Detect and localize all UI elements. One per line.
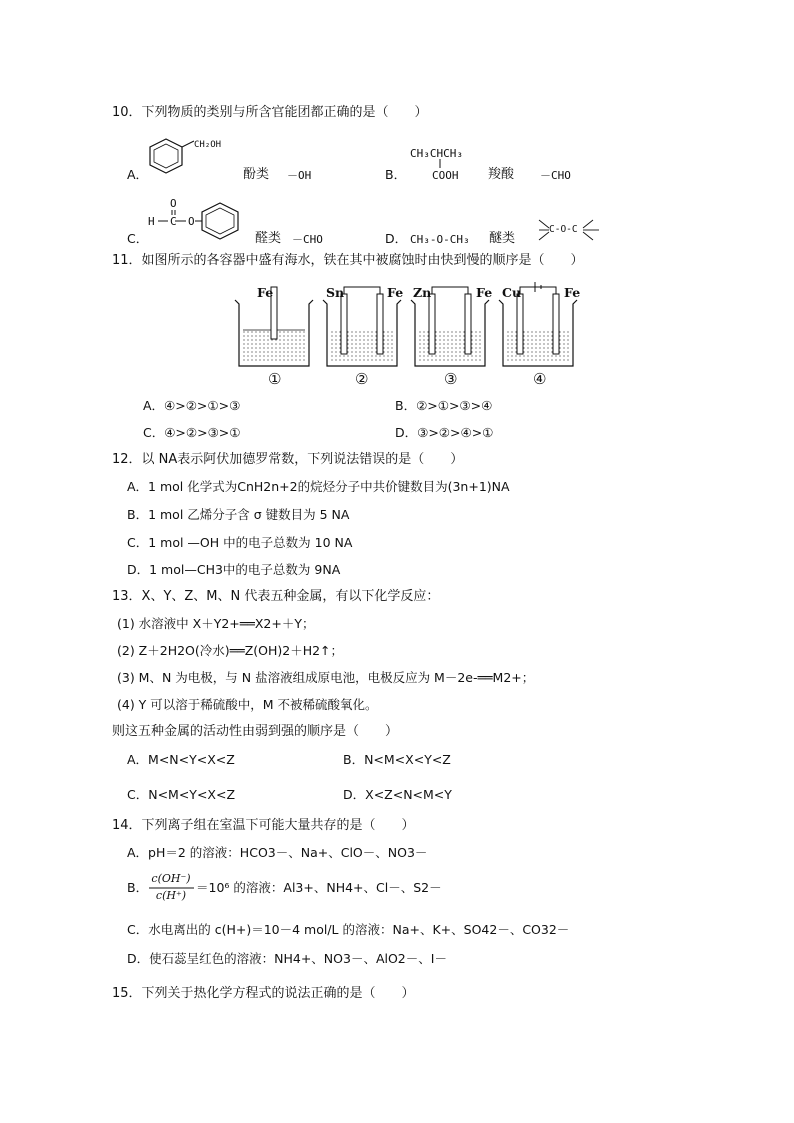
q11-stem: 11．如图所示的各容器中盛有海水，铁在其中被腐蚀时由快到慢的顺序是（ ） — [112, 253, 584, 268]
q10-a-group: －OH — [287, 169, 312, 182]
q11-option-b: B．②>①>③>④ — [395, 398, 493, 413]
q12-option-b: B．1 mol 乙烯分子含 σ 键数目为 5 NA — [127, 507, 350, 522]
q10-b-class: 羧酸 — [488, 167, 515, 182]
q10-d-class: 醚类 — [489, 231, 516, 246]
q15-stem: 15．下列关于热化学方程式的说法正确的是（ ） — [112, 986, 415, 1001]
q10-a-letter: A． — [127, 167, 149, 182]
q10-c-c: C — [170, 215, 177, 228]
q10-b-group: －CHO — [540, 169, 571, 182]
q13-reaction-4: (4) Y 可以溶于稀硫酸中，M 不被稀硫酸氧化。 — [117, 697, 378, 712]
q10-c-class: 醛类 — [255, 231, 282, 246]
q10-a-class: 酚类 — [243, 167, 270, 182]
q11-option-a: A．④>②>①>③ — [143, 398, 241, 413]
q14-option-d: D．使石蕊呈红色的溶液：NH4+、NO3－、AlO2－、I－ — [127, 951, 447, 966]
q10-c-h: H — [148, 215, 155, 228]
q13-stem: 13．X、Y、Z、M、N 代表五种金属，有以下化学反应： — [112, 589, 440, 604]
q14-b-fraction-numerator: c(OH⁻) — [151, 872, 191, 885]
q10-d-formula: CH₃-O-CH₃ — [410, 233, 470, 246]
q14-b-fraction-denominator: c(H⁺) — [155, 889, 187, 902]
q10-c-group: －CHO — [292, 233, 323, 246]
q10-d-letter: D． — [385, 231, 408, 246]
beaker-1 — [235, 287, 313, 366]
q13-reaction-2: (2) Z＋2H2O(冷水)══Z(OH)2＋H2↑； — [117, 643, 344, 658]
q12-option-a: A．1 mol 化学式为CnH2n+2的烷烃分子中共价键数目为(3n+1)NA — [127, 479, 510, 494]
q10-d-struct: C-O-C — [549, 224, 578, 235]
q10-c-o-top: O — [170, 197, 177, 210]
beaker-4-right-label: Fe — [564, 285, 581, 300]
beaker-3-left-label: Zn — [413, 285, 432, 300]
q11-option-c: C．④>②>③>① — [143, 425, 241, 440]
q10-c-letter: C． — [127, 231, 149, 246]
q10-c-o: O — [188, 215, 195, 228]
q13-option-a: A．M<N<Y<X<Z — [127, 752, 235, 767]
beaker-3-number: ③ — [444, 370, 458, 388]
q10-b-top: CH₃CHCH₃ — [410, 147, 463, 160]
q13-reaction-3: (3) M、N 为电极，与 N 盐溶液组成原电池，电极反应为 M－2e-══M2+； — [117, 670, 535, 685]
q13-option-c: C．N<M<Y<X<Z — [127, 787, 236, 802]
q12-option-d: D．1 mol—CH3中的电子总数为 9NA — [127, 562, 341, 577]
q13-option-b: B．N<M<X<Y<Z — [343, 752, 451, 767]
beaker-2-number: ② — [355, 370, 369, 388]
q10-a-sub: CH₂OH — [194, 140, 222, 150]
q13-reaction-1: (1) 水溶液中 X＋Y2+══X2+＋Y； — [117, 616, 315, 631]
q10-b-bottom: COOH — [432, 169, 459, 182]
beaker-2-right-label: Fe — [387, 285, 404, 300]
beaker-1-number: ① — [268, 370, 282, 388]
beaker-2-left-label: Sn — [326, 285, 345, 300]
beaker-4-left-label: Cu — [502, 285, 522, 300]
q14-option-a: A．pH＝2 的溶液：HCO3－、Na+、ClO－、NO3－ — [127, 845, 428, 860]
q12-stem: 12．以 NA表示阿伏加德罗常数，下列说法错误的是（ ） — [112, 452, 464, 467]
beaker-1-left-label: Fe — [257, 285, 274, 300]
q11-option-d: D．③>②>④>① — [395, 425, 494, 440]
q14-option-b-text: ＝10⁶ 的溶液：Al3+、NH4+、Cl－、S2－ — [196, 880, 442, 895]
q10-b-letter: B． — [385, 167, 407, 182]
q12-option-c: C．1 mol —OH 中的电子总数为 10 NA — [127, 535, 353, 550]
q10-stem: 10．下列物质的类别与所含官能团都正确的是（ ） — [112, 105, 428, 120]
beaker-4-number: ④ — [533, 370, 547, 388]
beaker-3-right-label: Fe — [476, 285, 493, 300]
phenyl-formate-structure — [150, 200, 245, 245]
q14-option-c: C．水电离出的 c(H+)＝10－4 mol/L 的溶液：Na+、K+、SO42－、CO32－ — [127, 922, 570, 937]
q14-stem: 14．下列离子组在室温下可能大量共存的是（ ） — [112, 818, 415, 833]
q14-option-b-letter: B． — [127, 880, 149, 895]
q13-question: 则这五种金属的活动性由弱到强的顺序是（ ） — [112, 724, 399, 739]
q13-option-d: D．X<Z<N<M<Y — [343, 787, 452, 802]
